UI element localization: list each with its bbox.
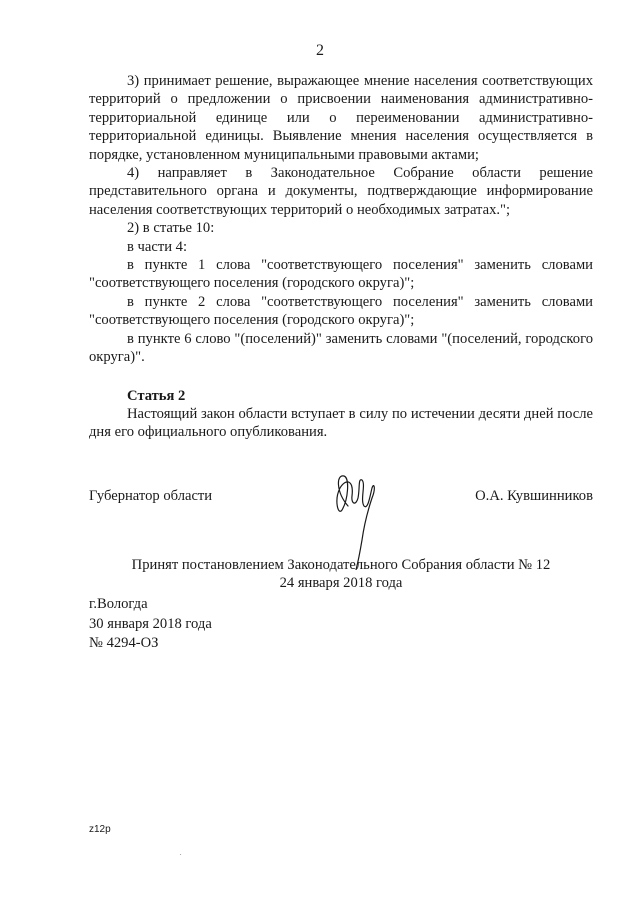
signatory-name: О.А. Кувшинников [475, 488, 593, 504]
city: г.Вологда [89, 596, 148, 612]
adoption-line: Принят постановлением Законодательного Собрания области № 12 [131, 557, 551, 573]
footer-mark: . [180, 851, 182, 857]
page-number: 2 [316, 42, 324, 59]
paragraph: 4) направляет в Законодательное Собрание области решение представительного органа и документы, подтверждающие информирование населения соответствующих территорий о необходимых затратах."; [89, 165, 593, 218]
signatory-position: Губернатор области [89, 488, 213, 504]
signing-date: 30 января 2018 года [89, 615, 212, 632]
paragraph: 3) принимает решение, выражающее мнение населения соответствующих территорий о предложении о присвоении наименования административно-территориальной единице или о переименовании административно-территориальной единицы. Выявление мнения населения осуществляется в порядке, установленном муниципальными правовыми актами; [89, 73, 593, 163]
law-number: № 4294-ОЗ [89, 635, 159, 651]
document-meta [89, 595, 212, 654]
article-text: Настоящий закон области вступает в силу по истечении десяти дней после дня его официального опубликования. [89, 405, 593, 441]
paragraph: в пункте 2 слова "соответствующего поселения" заменить словами "соответствующего поселения (городского округа)"; [89, 293, 593, 329]
handwritten-signature [318, 470, 398, 570]
footer-code: z12p [89, 824, 111, 835]
document-body [89, 72, 593, 442]
paragraph: в пункте 6 слово "(поселений)" заменить словами "(поселений, городского округа)". [89, 330, 593, 366]
adoption-note [89, 556, 593, 593]
adoption-date: 24 января 2018 года [279, 575, 403, 592]
paragraph: 2) в статье 10: [127, 220, 215, 237]
paragraph: в пункте 1 слова "соответствующего поселения" заменить словами "соответствующего поселения (городского округа)"; [89, 257, 593, 292]
article-heading: Статья 2 [127, 387, 186, 404]
paragraph: в части 4: [127, 238, 188, 255]
